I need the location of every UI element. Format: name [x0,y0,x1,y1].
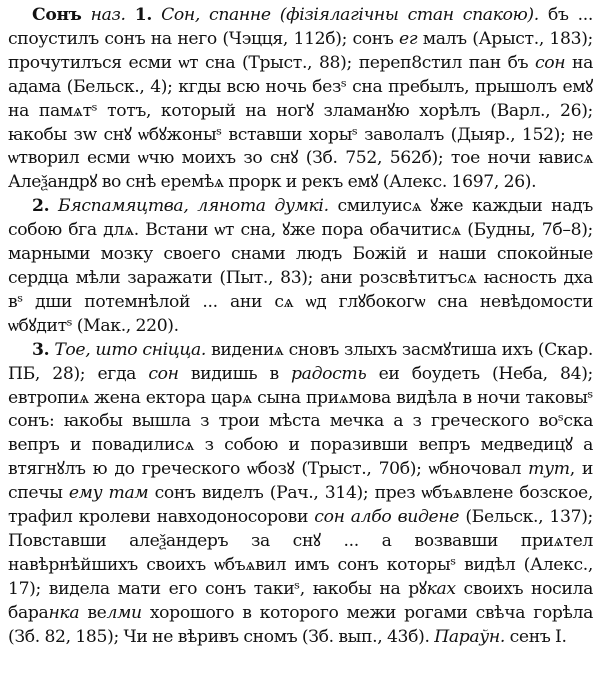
sense-2-paragraph [8,195,593,338]
cross-reference-label: Параўн. [434,626,506,647]
sense-3-italic: радость [291,363,367,384]
sense-3-italic: там [108,483,149,504]
part-of-speech: наз. [90,5,126,25]
sense-1-definition: Сон, спанне (фізіялагічны стан спакою). [161,5,539,25]
headword: Сонъ [32,5,82,25]
sense-3-text: хорошого в которого межи рогами свѣча горѣла (Зб. 82, 185); Чи не вѣривъ сномъ (Зб. вып., 43б). [8,602,593,647]
sense-3-italic: ках [426,578,456,599]
sense-3-text: , и спечы [8,459,593,504]
sense-1-italic: сон [534,52,566,73]
sense-3-italic: сон [314,507,345,528]
sense-3-number: 3. [32,339,50,360]
sense-2-number: 2. [32,196,50,217]
sense-2-definition: Бяспамяцтва, лянота думкі. [58,196,329,217]
sense-3-italic: албо [350,507,392,528]
sense-3-text: видишь в [178,363,292,384]
sense-3-italic: тут [528,459,570,480]
sense-1-paragraph [8,4,593,195]
sense-1-text: малъ (Арыст., 183); прочутилъся есми ѡт сна (Трыст., 88); переп8стил пан бъ [8,28,593,73]
sense-3-text: ве [79,602,107,623]
sense-3-italic: ему [68,483,103,504]
sense-1-text: на адама (Бельск., 4); кгды всю ночь безˢ сна пребылъ, прышолъ емꙋ на памѧтˢ тотъ, который на ногꙋ зламанꙋю хорѣлъ (Варл., 26); ꙗкобы зw снꙋ ѡбꙋжоныˢ вставши хорыˢ заволалъ (Дыяр., 152); не ѡтворил есми ѡчю моихъ зо снꙋ (Зб. 752, 562б); тое ночи ꙗвисѧ Алеѯандрꙋ во снѣ еремѣѧ прорк и рекъ емꙋ (Алекс. 1697, 26). [8,52,593,193]
sense-3-text: еи боудеть (Неба, 84); евтропиѧ жена ектора царѧ сына приѧмова видѣла в ночи таковыˢ сонъ: ꙗкобы вышла з трои мѣста мечка а з греческого воˢска вепръ и повадилисѧ з собою и поразивши вепръ медведицꙋ а втягнꙋлъ ю до греческого ѡбозꙋ (Трыст., 70б); ѡбночовал [8,363,594,480]
sense-3-text: своихъ носила бара [8,578,593,623]
sense-1-text: бъ ... споустилъ сонъ на него (Чэцця, 112б); сонъ [8,5,593,49]
sense-2-text: смилуисѧ ꙋже каждыи надъ собою бга длѧ. Встани ѡт сна, ꙋже пора обачитисѧ (Будны, 7б–8); марными мозку своего снами людъ Божій и наши спокойные сердца мѣли заражати (Пыт., 83); ани розсвѣтитъсѧ ꙗсность дха вˢ дши потемнѣлой ... ани сѧ ѡд глꙋбокогѡ сна невѣдомости ѡбꙋдитˢ (Мак., 220). [8,196,593,336]
sense-3-italic: сон [148,363,179,384]
sense-3-text: сонъ виделъ (Рач., 314); през ѡбъѧвлене бозское, трафил кролеви навходоносорови [8,483,593,528]
sense-3-paragraph [8,339,593,650]
sense-3-italic: нка [48,602,80,623]
sense-3-definition: Тое, што сніцца. [54,339,207,360]
sense-1-italic: ег [399,28,418,49]
sense-3-text: (Бельск., 137); Повставши алеѯандеръ за снꙋ ... а возвавши приѧтел навѣрнѣйшихъ своихъ ѡбъѧвил имъ сонъ которыˢ видѣл (Алекс., 17); видела мати его сонъ такиˢ, ꙗкобы на рꙋ [8,507,593,599]
cross-reference-target: сенъ I. [505,626,567,647]
sense-3-italic: лми [106,602,142,623]
sense-3-italic: видене [397,507,460,528]
sense-3-text: видениѧ сновъ злыхъ засмꙋтиша ихъ (Скар. ПБ, 28); егда [8,339,593,384]
sense-1-number: 1. [134,5,152,25]
